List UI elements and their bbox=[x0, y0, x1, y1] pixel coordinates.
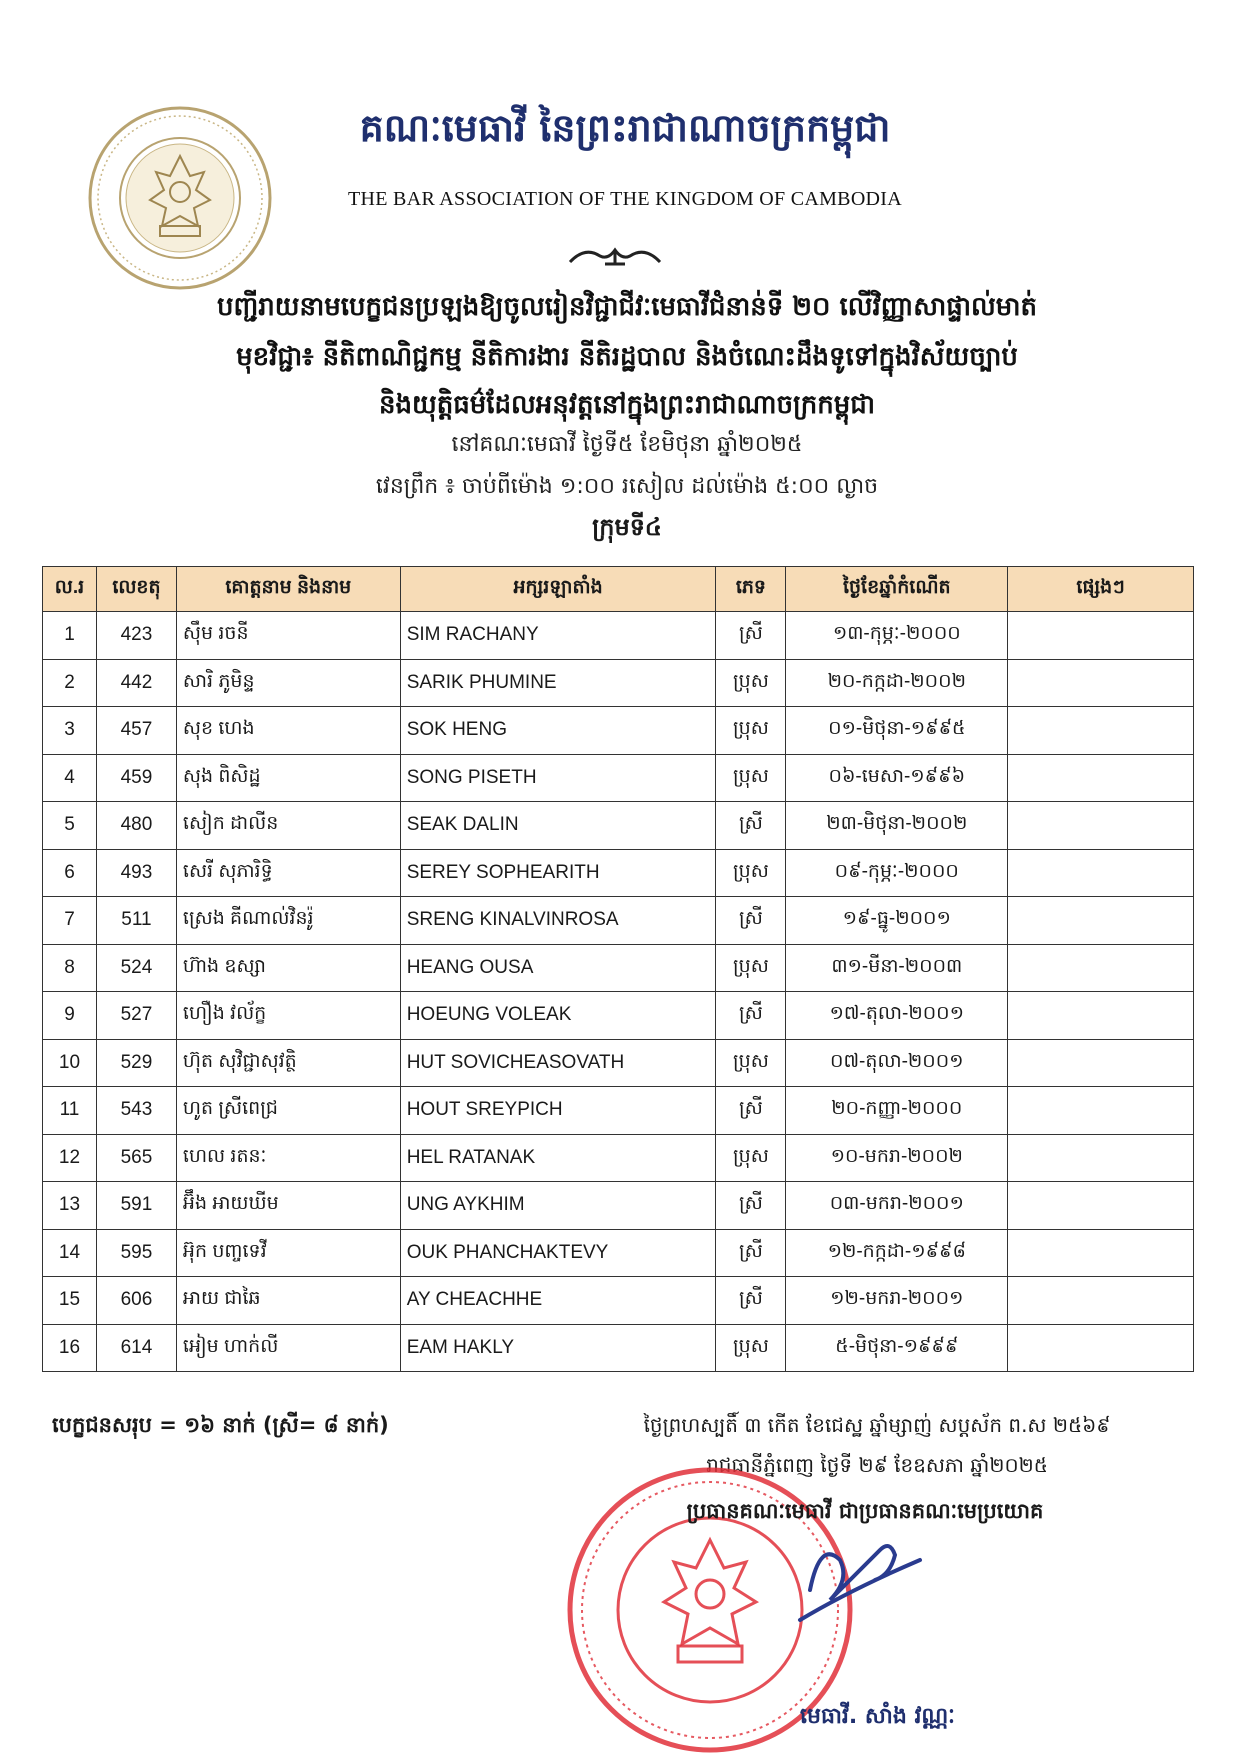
cell-latin-name: HOUT SREYPICH bbox=[400, 1087, 716, 1135]
signer-role: ប្រធានគណៈមេធាវី ជាប្រធានគណៈមេប្រយោគ bbox=[686, 1499, 1044, 1523]
table-row bbox=[43, 802, 1194, 850]
cell-gender: ប្រុស bbox=[716, 944, 786, 992]
cell-number: 9 bbox=[43, 992, 97, 1040]
col-header-khmer-name: គោត្តនាម និងនាម bbox=[176, 567, 400, 612]
cell-gender: ស្រី bbox=[716, 1182, 786, 1230]
cell-number: 7 bbox=[43, 897, 97, 945]
exam-location-date: នៅគណៈមេធាវី ថ្ងៃទី៥ ខែមិថុនា ឆ្នាំ២០២៥ bbox=[451, 432, 803, 457]
cell-gender: ស្រី bbox=[716, 992, 786, 1040]
cell-date-of-birth: ១៧-តុលា-២០០១ bbox=[786, 992, 1008, 1040]
cell-note bbox=[1008, 802, 1194, 850]
col-header-note: ផ្សេងៗ bbox=[1008, 567, 1194, 612]
cell-number: 1 bbox=[43, 612, 97, 660]
cell-desk-number: 524 bbox=[96, 944, 176, 992]
cell-latin-name: UNG AYKHIM bbox=[400, 1182, 716, 1230]
cell-gender: ប្រុស bbox=[716, 1039, 786, 1087]
col-header-no: ល.រ bbox=[43, 567, 97, 612]
org-name-english: THE BAR ASSOCIATION OF THE KINGDOM OF CAMBODIA bbox=[347, 188, 903, 210]
cell-gender: ស្រី bbox=[716, 897, 786, 945]
cell-number: 8 bbox=[43, 944, 97, 992]
cell-latin-name: SOK HENG bbox=[400, 707, 716, 755]
cell-khmer-name: ហូត ស្រីពេជ្រ bbox=[176, 1087, 400, 1135]
cell-gender: ស្រី bbox=[716, 802, 786, 850]
signature-icon bbox=[780, 1520, 930, 1630]
title-line-1: បញ្ជីរាយនាមបេក្ខជនប្រឡងឱ្យចូលរៀនវិជ្ជាជីវៈមេធាវីជំនាន់ទី ២០ លើវិញ្ញាសាផ្ទាល់មាត់ bbox=[216, 292, 1037, 322]
cell-latin-name: SRENG KINALVINROSA bbox=[400, 897, 716, 945]
table-row bbox=[43, 1277, 1194, 1325]
cell-date-of-birth: ០៣-មករា-២០០១ bbox=[786, 1182, 1008, 1230]
cell-latin-name: SARIK PHUMINE bbox=[400, 659, 716, 707]
cell-desk-number: 457 bbox=[96, 707, 176, 755]
cell-note bbox=[1008, 1182, 1194, 1230]
cell-desk-number: 565 bbox=[96, 1134, 176, 1182]
table-row bbox=[43, 992, 1194, 1040]
cell-number: 6 bbox=[43, 849, 97, 897]
cell-date-of-birth: ០៦-មេសា-១៩៩៦ bbox=[786, 754, 1008, 802]
cell-khmer-name: សុង ពិសិដ្ឋ bbox=[176, 754, 400, 802]
cell-khmer-name: អៀម ហាក់លី bbox=[176, 1324, 400, 1372]
group-label: ក្រុមទី៤ bbox=[592, 513, 662, 541]
cell-note bbox=[1008, 1324, 1194, 1372]
cell-note bbox=[1008, 612, 1194, 660]
cell-date-of-birth: ១០-មករា-២០០២ bbox=[786, 1134, 1008, 1182]
cell-note bbox=[1008, 1039, 1194, 1087]
cell-date-of-birth: ២០-កញ្ញា-២០០០ bbox=[786, 1087, 1008, 1135]
cell-khmer-name: សុខ ហេង bbox=[176, 707, 400, 755]
cell-date-of-birth: ៣១-មីនា-២០០៣ bbox=[786, 944, 1008, 992]
title-line-2: មុខវិជ្ជា៖ នីតិពាណិជ្ជកម្ម នីតិការងារ នីតិរដ្ឋបាល និងចំណេះដឹងទូទៅក្នុងវិស័យច្បាប់ bbox=[236, 342, 1018, 372]
cell-desk-number: 606 bbox=[96, 1277, 176, 1325]
col-header-desk: លេខតុ bbox=[96, 567, 176, 612]
cell-gender: ស្រី bbox=[716, 1229, 786, 1277]
lunar-date: ថ្ងៃព្រហស្បតិ៍ ៣ កើត ខែជេស្ឋ ឆ្នាំម្សាញ់ សប្តស័ក ព.ស ២៥៦៩ bbox=[643, 1413, 1111, 1437]
cell-date-of-birth: ២៣-មិថុនា-២០០២ bbox=[786, 802, 1008, 850]
cell-desk-number: 527 bbox=[96, 992, 176, 1040]
cell-latin-name: AY CHEACHHE bbox=[400, 1277, 716, 1325]
cell-latin-name: HUT SOVICHEASOVATH bbox=[400, 1039, 716, 1087]
cell-note bbox=[1008, 849, 1194, 897]
cell-note bbox=[1008, 1277, 1194, 1325]
cell-date-of-birth: ០១-មិថុនា-១៩៩៥ bbox=[786, 707, 1008, 755]
table-header-row bbox=[43, 567, 1194, 612]
solar-date: រាជធានីភ្នំពេញ ថ្ងៃទី ២៩ ខែឧសភា ឆ្នាំ២០២៥ bbox=[706, 1453, 1048, 1477]
cell-latin-name: HEL RATANAK bbox=[400, 1134, 716, 1182]
cell-latin-name: OUK PHANCHAKTEVY bbox=[400, 1229, 716, 1277]
cell-khmer-name: សៀក ដាលីន bbox=[176, 802, 400, 850]
cell-latin-name: EAM HAKLY bbox=[400, 1324, 716, 1372]
cell-desk-number: 614 bbox=[96, 1324, 176, 1372]
cell-latin-name: SEAK DALIN bbox=[400, 802, 716, 850]
cell-note bbox=[1008, 707, 1194, 755]
cell-date-of-birth: ១៣-កុម្ភៈ-២០០០ bbox=[786, 612, 1008, 660]
cell-khmer-name: ហេល រតនៈ bbox=[176, 1134, 400, 1182]
cell-note bbox=[1008, 754, 1194, 802]
org-name-khmer: គណៈមេធាវី នៃព្រះរាជាណាចក្រកម្ពុជា bbox=[359, 105, 891, 150]
cell-date-of-birth: ១២-មករា-២០០១ bbox=[786, 1277, 1008, 1325]
cell-date-of-birth: ២០-កក្កដា-២០០២ bbox=[786, 659, 1008, 707]
bar-association-seal-icon bbox=[86, 104, 274, 292]
cell-gender: ប្រុស bbox=[716, 754, 786, 802]
cell-date-of-birth: ១២-កក្កដា-១៩៩៨ bbox=[786, 1229, 1008, 1277]
cell-desk-number: 595 bbox=[96, 1229, 176, 1277]
cell-gender: ប្រុស bbox=[716, 659, 786, 707]
cell-gender: ស្រី bbox=[716, 612, 786, 660]
cell-date-of-birth: ០៧-តុលា-២០០១ bbox=[786, 1039, 1008, 1087]
cell-number: 4 bbox=[43, 754, 97, 802]
cell-gender: ស្រី bbox=[716, 1277, 786, 1325]
cell-number: 10 bbox=[43, 1039, 97, 1087]
cell-number: 2 bbox=[43, 659, 97, 707]
cell-khmer-name: សារិ ភូមិន្ទ bbox=[176, 659, 400, 707]
cell-khmer-name: ស្រេង គីណាល់វិនរ៉ូ bbox=[176, 897, 400, 945]
cell-latin-name: SEREY SOPHEARITH bbox=[400, 849, 716, 897]
col-header-gender: ភេទ bbox=[716, 567, 786, 612]
cell-khmer-name: អាយ ជាឆៃ bbox=[176, 1277, 400, 1325]
col-header-latin-name: អក្សរឡាតាំង bbox=[400, 567, 716, 612]
table-row bbox=[43, 897, 1194, 945]
cell-desk-number: 480 bbox=[96, 802, 176, 850]
cell-desk-number: 591 bbox=[96, 1182, 176, 1230]
cell-note bbox=[1008, 1229, 1194, 1277]
cell-gender: ស្រី bbox=[716, 1087, 786, 1135]
cell-number: 15 bbox=[43, 1277, 97, 1325]
table-row bbox=[43, 659, 1194, 707]
cell-gender: ប្រុស bbox=[716, 1134, 786, 1182]
cell-khmer-name: ហ៊ុត សុវិជ្ជាសុវត្ថិ bbox=[176, 1039, 400, 1087]
table-row bbox=[43, 944, 1194, 992]
cell-khmer-name: ស៊ឹម រចនី bbox=[176, 612, 400, 660]
table-row bbox=[43, 1087, 1194, 1135]
cell-latin-name: HEANG OUSA bbox=[400, 944, 716, 992]
cell-date-of-birth: ១៩-ធ្នូ-២០០១ bbox=[786, 897, 1008, 945]
table-row bbox=[43, 1229, 1194, 1277]
cell-desk-number: 493 bbox=[96, 849, 176, 897]
cell-latin-name: SONG PISETH bbox=[400, 754, 716, 802]
cell-gender: ប្រុស bbox=[716, 849, 786, 897]
cell-gender: ប្រុស bbox=[716, 1324, 786, 1372]
cell-note bbox=[1008, 992, 1194, 1040]
cell-khmer-name: ហ៊ាង ឧស្សា bbox=[176, 944, 400, 992]
table-row bbox=[43, 612, 1194, 660]
cell-khmer-name: អ៊ុក បញ្ចទេវី bbox=[176, 1229, 400, 1277]
cell-desk-number: 543 bbox=[96, 1087, 176, 1135]
signer-name: មេធាវី. សាំង វណ្ណៈ bbox=[800, 1704, 955, 1729]
cell-latin-name: HOEUNG VOLEAK bbox=[400, 992, 716, 1040]
cell-desk-number: 459 bbox=[96, 754, 176, 802]
exam-time: វេនព្រឹក ៖ ចាប់ពីម៉ោង ១:០០ រសៀល ដល់ម៉ោង ៥:០០ ល្ងាច bbox=[375, 474, 879, 499]
table-row bbox=[43, 849, 1194, 897]
candidate-table bbox=[42, 566, 1194, 1372]
table-row bbox=[43, 1182, 1194, 1230]
cell-number: 12 bbox=[43, 1134, 97, 1182]
cell-number: 16 bbox=[43, 1324, 97, 1372]
cell-desk-number: 529 bbox=[96, 1039, 176, 1087]
cell-number: 14 bbox=[43, 1229, 97, 1277]
cell-date-of-birth: ០៩-កុម្ភៈ-២០០០ bbox=[786, 849, 1008, 897]
khmer-ornament-icon bbox=[560, 242, 670, 268]
cell-number: 11 bbox=[43, 1087, 97, 1135]
cell-note bbox=[1008, 944, 1194, 992]
cell-note bbox=[1008, 897, 1194, 945]
title-line-3: និងយុត្តិធម៌ដែលអនុវត្តនៅក្នុងព្រះរាជាណាចក្រកម្ពុជា bbox=[378, 390, 875, 420]
cell-khmer-name: ហឿង វល័ក្ខ bbox=[176, 992, 400, 1040]
cell-khmer-name: អ៊ឹង អាយឃីម bbox=[176, 1182, 400, 1230]
cell-note bbox=[1008, 1134, 1194, 1182]
table-row bbox=[43, 1134, 1194, 1182]
table-row bbox=[43, 754, 1194, 802]
cell-desk-number: 511 bbox=[96, 897, 176, 945]
col-header-dob: ថ្ងៃខែឆ្នាំកំណើត bbox=[786, 567, 1008, 612]
cell-number: 13 bbox=[43, 1182, 97, 1230]
cell-note bbox=[1008, 659, 1194, 707]
candidate-summary: បេក្ខជនសរុប = ១៦ នាក់ (ស្រី= ៨ នាក់) bbox=[52, 1413, 389, 1437]
cell-note bbox=[1008, 1087, 1194, 1135]
cell-number: 5 bbox=[43, 802, 97, 850]
table-row bbox=[43, 1324, 1194, 1372]
cell-khmer-name: សេរី សុភារិទ្ធិ bbox=[176, 849, 400, 897]
cell-desk-number: 442 bbox=[96, 659, 176, 707]
cell-number: 3 bbox=[43, 707, 97, 755]
cell-date-of-birth: ៥-មិថុនា-១៩៩៩ bbox=[786, 1324, 1008, 1372]
cell-desk-number: 423 bbox=[96, 612, 176, 660]
table-row bbox=[43, 1039, 1194, 1087]
cell-gender: ប្រុស bbox=[716, 707, 786, 755]
table-row bbox=[43, 707, 1194, 755]
cell-latin-name: SIM RACHANY bbox=[400, 612, 716, 660]
